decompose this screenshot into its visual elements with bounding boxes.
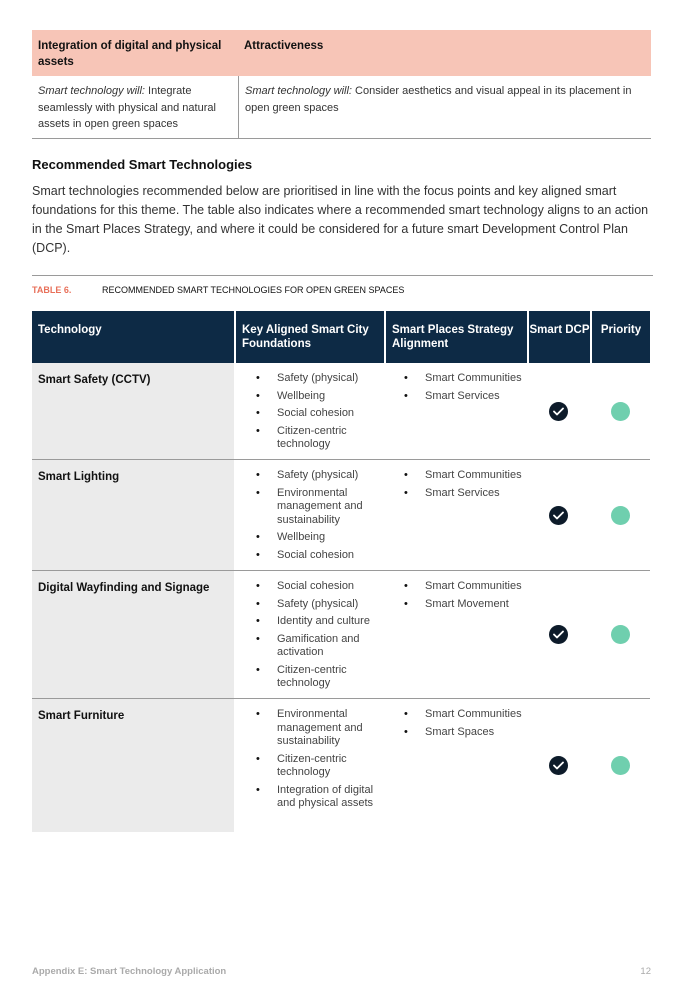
principles-cell: [32, 76, 238, 138]
alignment-cell: [384, 699, 527, 832]
priority-cell: [590, 699, 650, 832]
check-circle-icon: [549, 506, 568, 525]
priority-dot-icon: [611, 506, 630, 525]
foundation-item: • Environmental management and sustainability: [277, 487, 384, 528]
principles-header-cell: Integration of digital and physical assets: [38, 40, 222, 68]
smart-dcp-cell: [527, 460, 590, 570]
alignment-list: [384, 469, 527, 500]
foundation-item: • Identity and culture: [277, 615, 384, 629]
alignment-item: • Smart Movement: [425, 598, 527, 612]
alignment-item: • Smart Communities: [425, 469, 527, 483]
foundation-item: • Social cohesion: [277, 549, 384, 563]
smart-dcp-cell: [527, 363, 590, 459]
table-caption: [32, 285, 404, 295]
table-row: [32, 363, 650, 460]
alignment-item: • Smart Spaces: [425, 726, 527, 740]
alignment-list: [384, 708, 527, 739]
technology-name: Smart Furniture: [32, 699, 234, 832]
principles-cell-lead: Smart technology will:: [38, 85, 145, 97]
alignment-list: [384, 580, 527, 611]
section-title: Recommended Smart Technologies: [32, 157, 253, 172]
table-row: [32, 460, 650, 571]
column-header-foundations: Key Aligned Smart City Foundations: [234, 311, 384, 363]
column-header-alignment: Smart Places Strategy Alignment: [384, 311, 527, 363]
foundation-item: • Gamification and activation: [277, 633, 384, 660]
technology-name: Smart Safety (CCTV): [32, 363, 234, 459]
table-caption-title: RECOMMENDED SMART TECHNOLOGIES FOR OPEN GREEN SPACES: [102, 285, 405, 295]
foundations-list: [234, 469, 384, 562]
table-row: [32, 571, 650, 699]
alignment-cell: [384, 363, 527, 459]
alignment-item: • Smart Services: [425, 390, 527, 404]
alignment-list: [384, 372, 527, 403]
foundations-cell: [234, 460, 384, 570]
foundation-item: • Integration of digital and physical assets: [277, 784, 384, 811]
foundations-cell: [234, 363, 384, 459]
alignment-item: • Smart Communities: [425, 708, 527, 722]
alignment-item: • Smart Communities: [425, 372, 527, 386]
table-caption-number: TABLE 6.: [32, 285, 72, 295]
priority-cell: [590, 571, 650, 698]
table-header-row: [32, 311, 650, 363]
page-number: 12: [640, 966, 651, 977]
priority-cell: [590, 460, 650, 570]
priority-dot-icon: [611, 756, 630, 775]
priority-dot-icon: [611, 625, 630, 644]
alignment-item: • Smart Communities: [425, 580, 527, 594]
table-row: [32, 699, 650, 832]
foundations-cell: [234, 699, 384, 832]
principles-cell: [238, 76, 651, 138]
alignment-cell: [384, 460, 527, 570]
footer-text: Appendix E: Smart Technology Application: [32, 966, 227, 977]
foundations-cell: [234, 571, 384, 698]
column-header-smart-dcp: Smart DCP: [527, 311, 590, 363]
foundation-item: • Safety (physical): [277, 372, 384, 386]
technology-name: Digital Wayfinding and Signage: [32, 571, 234, 698]
principles-cell-lead: Smart technology will:: [245, 85, 352, 97]
foundation-item: • Citizen-centric technology: [277, 425, 384, 452]
foundation-item: • Social cohesion: [277, 407, 384, 421]
foundation-item: • Wellbeing: [277, 531, 384, 545]
principles-header-cell: Attractiveness: [244, 40, 324, 52]
foundation-item: • Citizen-centric technology: [277, 664, 384, 691]
smart-dcp-cell: [527, 571, 590, 698]
alignment-cell: [384, 571, 527, 698]
priority-dot-icon: [611, 402, 630, 421]
check-circle-icon: [549, 625, 568, 644]
foundation-item: • Wellbeing: [277, 390, 384, 404]
foundation-item: • Safety (physical): [277, 469, 384, 483]
foundation-item: • Safety (physical): [277, 598, 384, 612]
foundation-item: • Environmental management and sustainability: [277, 708, 384, 749]
divider: [32, 275, 653, 276]
foundations-list: [234, 708, 384, 811]
section-intro: Smart technologies recommended below are prioritised in line with the focus points and key aligned smart foundations for this theme. The table also indicates where a recommended smart technology aligns to an action in the Smart Places Strategy, and where it could be considered for a future smart Development Control Plan (DCP).: [32, 184, 649, 255]
table-body: [32, 363, 650, 832]
check-circle-icon: [549, 402, 568, 421]
column-header-priority: Priority: [590, 311, 650, 363]
principles-body-row: [32, 76, 651, 139]
foundations-list: [234, 580, 384, 691]
principles-cell-text: Integrate seamlessly with physical and natural assets in open green spaces: [38, 85, 216, 130]
technology-name: Smart Lighting: [32, 460, 234, 570]
column-header-technology: Technology: [38, 324, 102, 336]
foundations-list: [234, 372, 384, 452]
check-circle-icon: [549, 756, 568, 775]
technologies-table: [32, 311, 650, 832]
foundation-item: • Social cohesion: [277, 580, 384, 594]
smart-dcp-cell: [527, 699, 590, 832]
principles-cell-text: Consider aesthetics and visual appeal in its placement in open green spaces: [245, 85, 632, 114]
principles-header-row: [32, 30, 651, 76]
principles-table: [32, 30, 651, 139]
foundation-item: • Citizen-centric technology: [277, 753, 384, 780]
priority-cell: [590, 363, 650, 459]
alignment-item: • Smart Services: [425, 487, 527, 501]
